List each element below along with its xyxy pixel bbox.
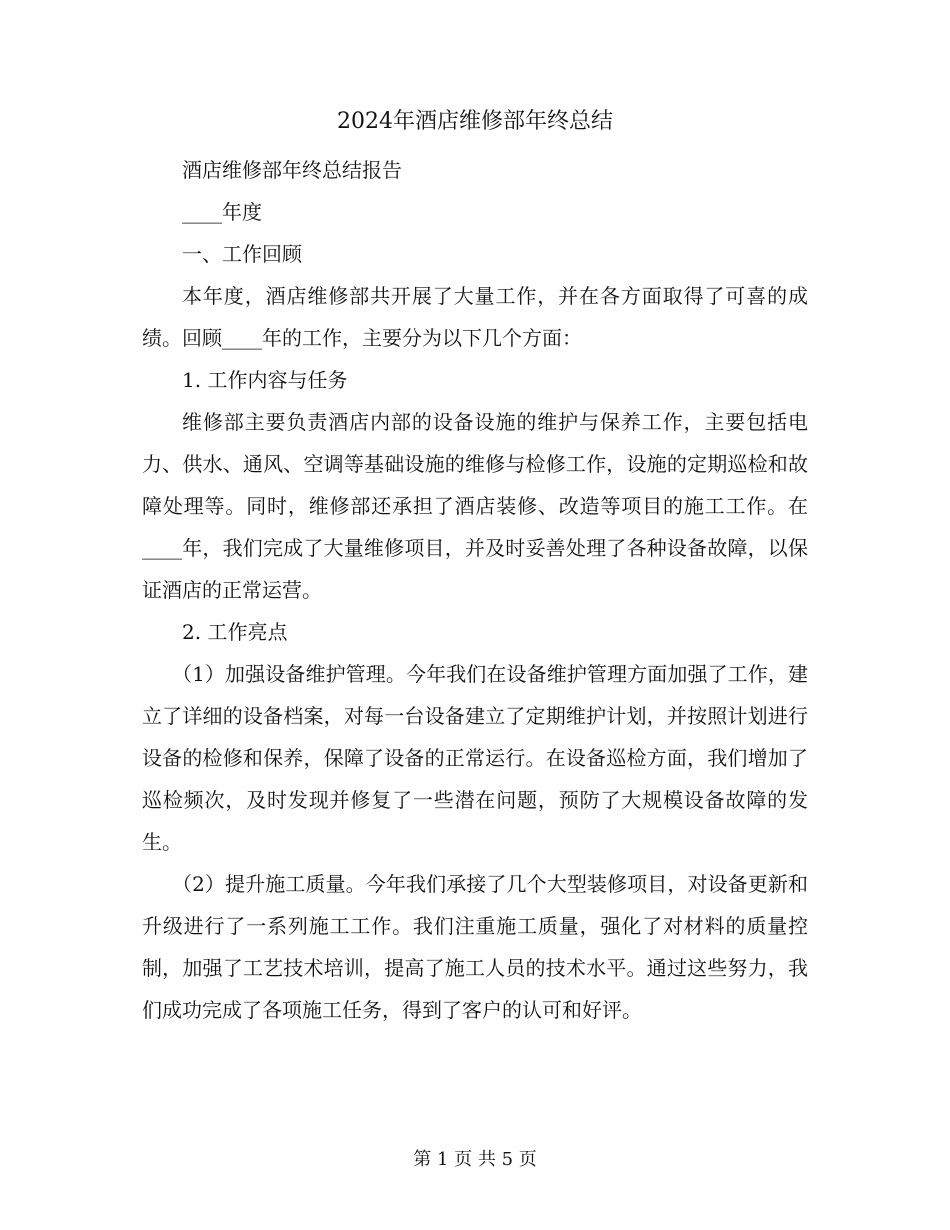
subsection-heading-highlights: 2. 工作亮点 [182,620,288,644]
intro-paragraph: 本年度，酒店维修部共开展了大量工作，并在各方面取得了可喜的成绩。回顾____年的工作，主要分为以下几个方面： [142,284,808,350]
year-line: ____年度 [182,200,262,224]
subsection-heading-content: 1. 工作内容与任务 [182,368,348,392]
document-body [142,149,808,1031]
highlight-paragraph-2: （2）提升施工质量。今年我们承接了几个大型装修项目，对设备更新和升级进行了一系列施工工作。我们注重施工质量，强化了对材料的质量控制，加强了工艺技术培训，提高了施工人员的技术水平。通过这些努力，我们成功完成了各项施工任务，得到了客户的认可和好评。 [142,872,808,1022]
page-footer: 第 1 页 共 5 页 [413,1149,537,1170]
content-paragraph: 维修部主要负责酒店内部的设备设施的维护与保养工作，主要包括电力、供水、通风、空调等基础设施的维修与检修工作，设施的定期巡检和故障处理等。同时，维修部还承担了酒店装修、改造等项目的施工工作。在____年，我们完成了大量维修项目，并及时妥善处理了各种设备故障，以保证酒店的正常运营。 [142,410,808,602]
section-heading-review: 一、工作回顾 [182,242,302,266]
document-title: 2024年酒店维修部年终总结 [337,109,613,134]
highlight-paragraph-1: （1）加强设备维护管理。今年我们在设备维护管理方面加强了工作，建立了详细的设备档案，对每一台设备建立了定期维护计划，并按照计划进行设备的检修和保养，保障了设备的正常运行。在设备巡检方面，我们增加了巡检频次，及时发现并修复了一些潜在问题，预防了大规模设备故障的发生。 [142,662,808,854]
report-heading: 酒店维修部年终总结报告 [182,158,402,182]
